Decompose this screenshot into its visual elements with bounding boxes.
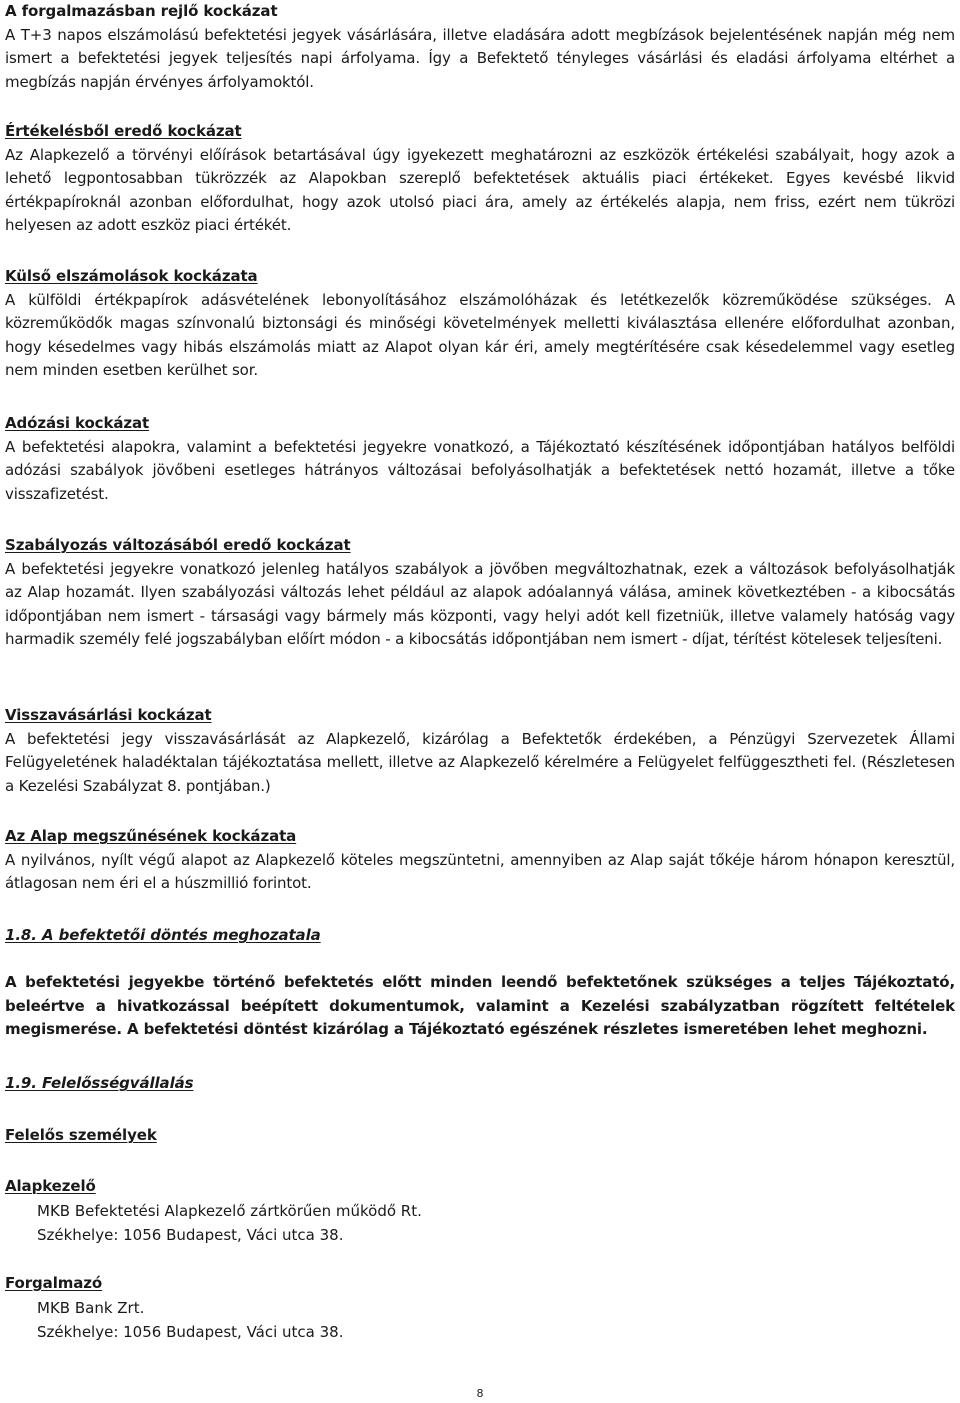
section-distributor — [5, 1272, 955, 1344]
heading-redemption-risk: Visszavásárlási kockázat — [5, 706, 212, 724]
heading-regulation-risk: Szabályozás változásából eredő kockázat — [5, 536, 351, 554]
heading-valuation-risk: Értékelésből eredő kockázat — [5, 122, 242, 140]
page-number: 8 — [476, 1387, 484, 1400]
section-regulation-risk — [5, 534, 955, 652]
heading-distributor: Forgalmazó — [5, 1274, 103, 1292]
section-decision — [5, 924, 955, 948]
section-tax-risk — [5, 412, 955, 506]
heading-decision: 1.8. A befektetői döntés meghozatala — [5, 926, 321, 944]
section-redemption-risk — [5, 704, 955, 798]
section-settlement-risk — [5, 265, 955, 383]
distributor-name: MKB Bank Zrt. — [37, 1298, 145, 1317]
heading-responsibility: 1.9. Felelősségvállalás — [5, 1074, 194, 1092]
heading-settlement-risk: Külső elszámolások kockázata — [5, 267, 258, 285]
paragraph-regulation-risk: A befektetési jegyekre vonatkozó jelenleg hatályos szabályok a jövőben megváltozhatnak, ezek a változások befolyásolhatják az Alap hozamát. Ilyen szabályozási változás lehet például az alapok adóalannyá válása, aminek következtében - a kibocsátás időpontjában nem ismert - társasági vagy bármely más központi, vagy helyi adót kell fizetniük, illetve valamely hatóság vagy harmadik személy felé jogszabályban előírt módon - a kibocsátás időpontjában nem ismert - díjat, térítést kötelesek teljesíteni. — [5, 559, 955, 648]
paragraph-redemption-risk: A befektetési jegy visszavásárlását az Alapkezelő, kizárólag a Befektetők érdekében, a Pénzügyi Szervezetek Állami Felügyeletének haladéktalan tájékoztatása mellett, illetve az Alapkezelő kérelmére a Felügyelet felfüggesztheti fel. (Részletesen a Kezelési Szabályzat 8. pontjában.) — [5, 729, 955, 795]
heading-responsible-persons: Felelős személyek — [5, 1126, 157, 1144]
section-responsible-persons — [5, 1124, 955, 1148]
section-distribution-risk — [5, 0, 955, 94]
section-valuation-risk — [5, 120, 955, 238]
paragraph-termination-risk: A nyilvános, nyílt végű alapot az Alapkezelő köteles megszüntetni, amennyiben az Alap saját tőkéje három hónapon keresztül, átlagosan nem éri el a húszmillió forintot. — [5, 850, 955, 892]
paragraph-decision: A befektetési jegyekbe történő befektetés előtt minden leendő befektetőnek szükséges a teljes Tájékoztató, beleértve a hivatkozással beépített dokumentumok, valamint a Kezelési szabályzatban rögzített feltételek megismerése. A befektetési döntést kizárólag a Tájékoztató egészének részletes ismeretében lehet meghozni. — [5, 973, 955, 1038]
fund-manager-address: Székhelye: 1056 Budapest, Váci utca 38. — [37, 1225, 344, 1244]
paragraph-valuation-risk: Az Alapkezelő a törvényi előírások betartásával úgy igyekezett meghatározni az eszközök értékelési szabályait, hogy azok a lehető legpontosabban tükrözzék az Alapokban szereplő befektetések aktuális piaci értékeket. Egyes kevésbé likvid értékpapíroknál azonban előfordulhat, hogy azok utolsó piaci ára, amely az értékelés alapja, nem friss, ezért nem tükrözi helyesen az adott eszköz piaci értékét. — [5, 145, 955, 234]
heading-distribution-risk: A forgalmazásban rejlő kockázat — [5, 2, 278, 20]
section-termination-risk — [5, 825, 955, 896]
heading-fund-manager: Alapkezelő — [5, 1177, 96, 1195]
paragraph-tax-risk: A befektetési alapokra, valamint a befektetési jegyekre vonatkozó, a Tájékoztató készítésének időpontjában hatályos belföldi adózási szabályok jövőbeni esetleges hátrányos változásai befolyásolhatják a befektetések nettó hozamát, illetve a tőke visszafizetést. — [5, 437, 955, 503]
paragraph-distribution-risk: A T+3 napos elszámolású befektetési jegyek vásárlására, illetve eladására adott megbízások bejelentésének napján még nem ismert a befektetési jegyek teljesítés napi árfolyama. Így a Befektető tényleges vásárlási és eladási árfolyama eltérhet a megbízás napján érvényes árfolyamoktól. — [5, 25, 955, 91]
paragraph-settlement-risk: A külföldi értékpapírok adásvételének lebonyolításához elszámolóházak és letétkezelők közreműködése szükséges. A közreműködők magas színvonalú biztonsági és minőségi követelmények melletti kiválasztása ellenére előfordulhat azonban, hogy késedelmes vagy hibás elszámolás miatt az Alapot olyan kár éri, amely megtérítésére csak késedelemmel vagy esetleg nem minden esetben kerülhet sor. — [5, 290, 955, 379]
heading-tax-risk: Adózási kockázat — [5, 414, 150, 432]
section-decision-body — [5, 971, 955, 1042]
fund-manager-name: MKB Befektetési Alapkezelő zártkörűen működő Rt. — [37, 1201, 422, 1220]
section-responsibility — [5, 1072, 955, 1096]
distributor-address: Székhelye: 1056 Budapest, Váci utca 38. — [37, 1322, 344, 1341]
heading-termination-risk: Az Alap megszűnésének kockázata — [5, 827, 297, 845]
section-fund-manager — [5, 1175, 955, 1247]
